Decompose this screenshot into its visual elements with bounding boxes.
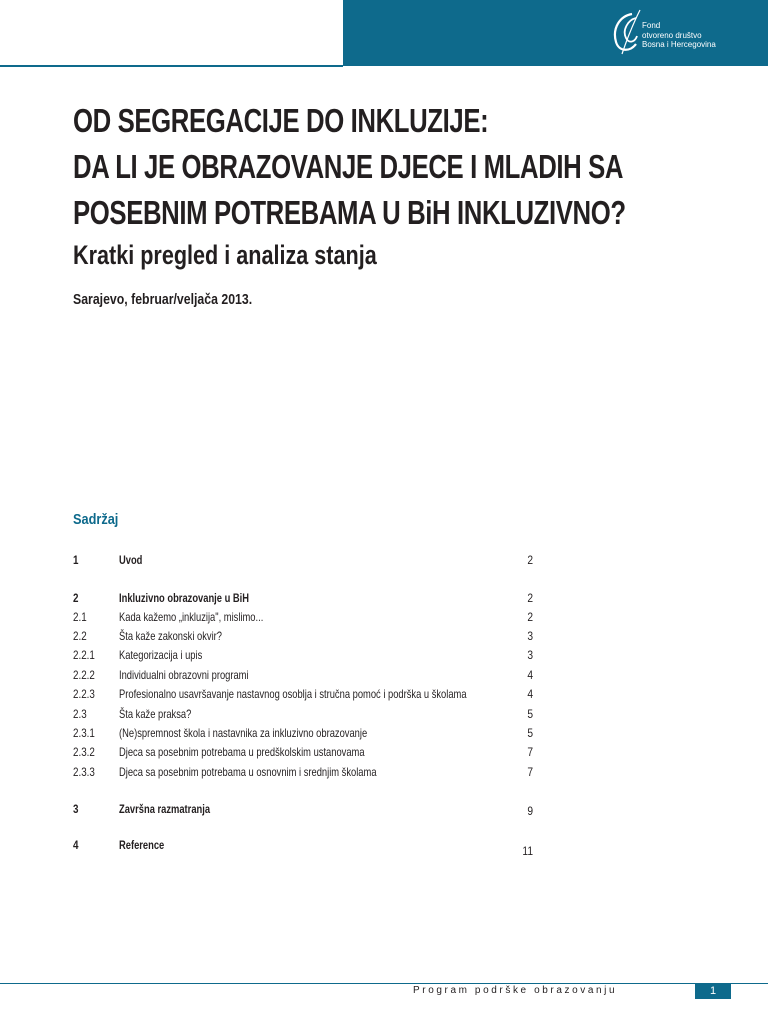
toc-entry-page: 11	[522, 844, 533, 858]
toc-entry-title: Djeca sa posebnim potrebama u osnovnim i srednjim školama	[119, 765, 377, 779]
logo-line-3: Bosna i Hercegovina	[642, 40, 716, 49]
toc-entry-number: 3	[73, 802, 79, 816]
toc-entry-number: 4	[73, 838, 79, 852]
header-rule	[0, 65, 343, 67]
toc-entry-page: 5	[527, 726, 533, 740]
toc-entry-number: 2.2.2	[73, 668, 95, 682]
toc-entry-number: 1	[73, 553, 79, 567]
toc-entry-title: Kategorizacija i upis	[119, 648, 203, 662]
toc-entry-page: 2	[527, 553, 533, 567]
toc-entry-number: 2.2.3	[73, 687, 95, 701]
document-date: Sarajevo, februar/veljača 2013.	[73, 291, 253, 308]
toc-entry[interactable]	[73, 706, 533, 722]
toc-entry-title: Završna razmatranja	[119, 802, 211, 816]
toc-entry[interactable]	[73, 837, 533, 858]
toc-entry-title: Reference	[119, 838, 165, 852]
toc-entry-number: 2.3.3	[73, 765, 95, 779]
toc-entry[interactable]	[73, 801, 533, 817]
toc-entry-page: 3	[527, 629, 533, 643]
toc-entry-page: 7	[527, 765, 533, 779]
toc-entry-page: 2	[527, 610, 533, 624]
osf-logo	[610, 8, 750, 58]
toc-entry-page: 3	[527, 648, 533, 662]
toc-entry-title: Kada kažemo „inkluzija", mislimo...	[119, 610, 264, 624]
toc-entry-title: Šta kaže praksa?	[119, 707, 192, 721]
toc-entry[interactable]	[73, 764, 533, 780]
toc-entry-title: Djeca sa posebnim potrebama u predškolskim ustanovama	[119, 745, 365, 759]
toc-entry-page: 4	[527, 668, 533, 682]
osf-logo-icon	[610, 8, 642, 58]
header-band	[0, 0, 768, 66]
title-line-1: OD SEGREGACIJE DO INKLUZIJE:	[73, 102, 489, 139]
logo-line-2: otvoreno društvo	[642, 30, 702, 40]
toc-entry-number: 2.2	[73, 629, 87, 643]
page-number: 1	[695, 984, 731, 999]
toc-entry-page: 2	[527, 591, 533, 605]
toc-entry[interactable]	[73, 744, 533, 760]
toc-entry-number: 2.2.1	[73, 648, 95, 662]
document-subtitle: Kratki pregled i analiza stanja	[73, 240, 377, 270]
logo-wordmark	[642, 21, 716, 50]
footer-rule	[0, 983, 768, 984]
footer-program: Program podrške obrazovanju	[413, 985, 618, 996]
toc-entry-page: 5	[527, 707, 533, 721]
toc-entry-page: 7	[527, 745, 533, 759]
toc-entry-number: 2	[73, 591, 79, 605]
title-line-3: POSEBNIM POTREBAMA U BiH INKLUZIVNO?	[73, 194, 626, 231]
toc-entry-page: 9	[527, 804, 533, 818]
toc-entry-title: Profesionalno usavršavanje nastavnog osoblja i stručna pomoć i podrška u školama	[119, 687, 467, 701]
toc-entry-title: Šta kaže zakonski okvir?	[119, 629, 223, 643]
toc-heading: Sadržaj	[73, 511, 119, 528]
toc-entry-number: 2.3	[73, 707, 87, 721]
toc-entry[interactable]	[73, 686, 533, 702]
toc-entry-number: 2.3.2	[73, 745, 95, 759]
toc-entry-title: (Ne)spremnost škola i nastavnika za inkluzivno obrazovanje	[119, 726, 368, 740]
toc-entry[interactable]	[73, 552, 533, 568]
toc-entry[interactable]	[73, 647, 533, 663]
toc-entry[interactable]	[73, 667, 533, 683]
toc-entry-number: 2.1	[73, 610, 87, 624]
toc-entry[interactable]	[73, 590, 533, 606]
toc-entry-number: 2.3.1	[73, 726, 95, 740]
toc-entry[interactable]	[73, 725, 533, 741]
toc-entry-page: 4	[527, 687, 533, 701]
document-title	[73, 98, 626, 236]
toc-entry[interactable]	[73, 628, 533, 644]
toc-entry[interactable]	[73, 609, 533, 625]
toc-entry-title: Uvod	[119, 553, 143, 567]
toc-entry-title: Individualni obrazovni programi	[119, 668, 249, 682]
logo-line-1: Fond	[642, 21, 661, 30]
title-line-2: DA LI JE OBRAZOVANJE DJECE I MLADIH SA	[73, 148, 624, 185]
toc-entry-title: Inkluzivno obrazovanje u BiH	[119, 591, 250, 605]
